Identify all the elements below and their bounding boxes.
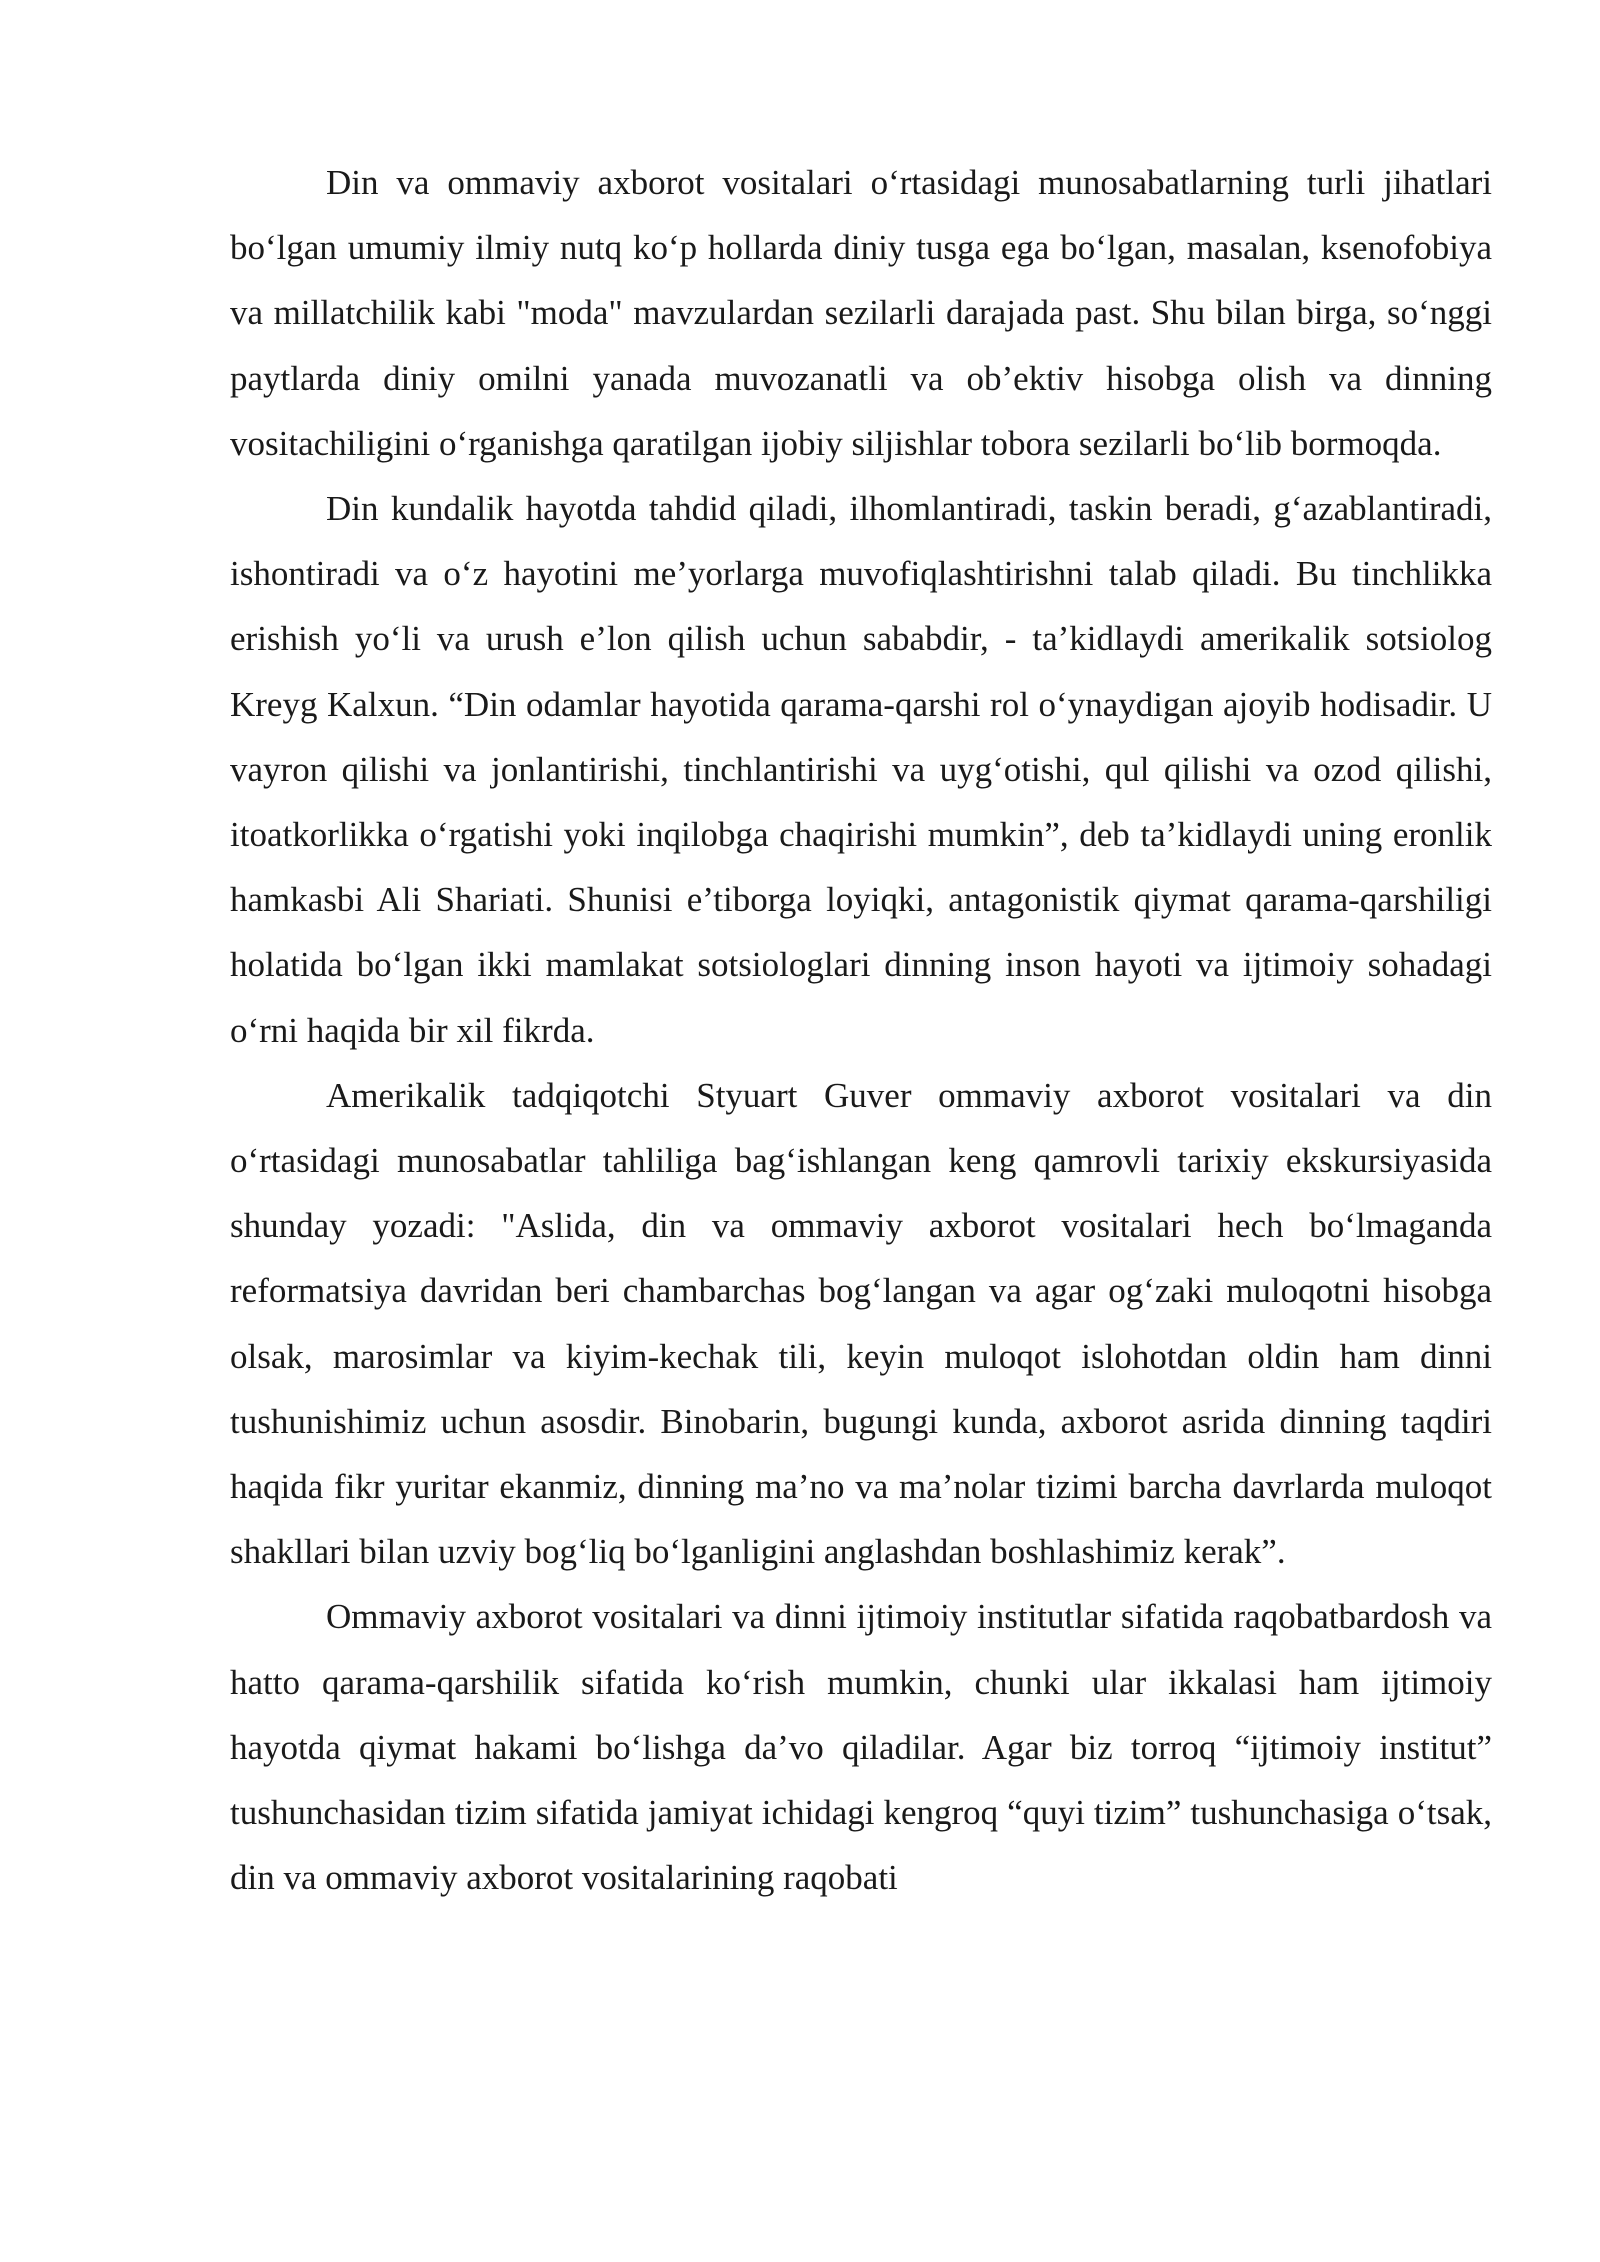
paragraph: Ommaviy axborot vositalari va dinni ijtimoiy institutlar sifatida raqobatbardosh va hatto qarama-qarshilik sifatida ko‘rish mumkin, chunki ular ikkalasi ham ijtimoiy hayotda qiymat hakami bo‘lishga da’vo qiladilar. Agar biz torroq “ijtimoiy institut” tushunchasidan tizim sifatida jamiyat ichidagi kengroq “quyi tizim” tushunchasiga o‘tsak, din va ommaviy axborot vositalarining raqobati [230, 1597, 1492, 1898]
paragraph: Amerikalik tadqiqotchi Styuart Guver ommaviy axborot vositalari va din o‘rtasidagi munosabatlar tahliliga bag‘ishlangan keng qamrovli tarixiy ekskursiyasida shunday yozadi: "Aslida, din va ommaviy axborot vositalari hech bo‘lmaganda reformatsiya davridan beri chambarchas bog‘langan va agar og‘zaki muloqotni hisobga olsak, marosimlar va kiyim-kechak tili, keyin muloqot islohotdan oldin ham dinni tushunishimiz uchun asosdir. Binobarin, bugungi kunda, axborot asrida dinning taqdiri haqida fikr yuritar ekanmiz, dinning ma’no va ma’nolar tizimi barcha davrlarda muloqot shakllari bilan uzviy bog‘liq bo‘lganligini anglashdan boshlashimiz kerak”. [230, 1075, 1492, 1572]
paragraph: Din va ommaviy axborot vositalari o‘rtasidagi munosabatlarning turli jihatlari bo‘lgan umumiy ilmiy nutq ko‘p hollarda diniy tusga ega bo‘lgan, masalan, ksenofobiya va millatchilik kabi "moda" mavzulardan sezilarli darajada past. Shu bilan birga, so‘nggi paytlarda diniy omilni yanada muvozanatli va ob’ektiv hisobga olish va dinning vositachiligini o‘rganishga qaratilgan ijobiy siljishlar tobora sezilarli bo‘lib bormoqda. [230, 163, 1492, 463]
document-body [230, 150, 1492, 1910]
paragraph: Din kundalik hayotda tahdid qiladi, ilhomlantiradi, taskin beradi, g‘azablantiradi, ishontiradi va o‘z hayotini me’yorlarga muvofiqlashtirishni talab qiladi. Bu tinchlikka erishish yo‘li va urush e’lon qilish uchun sababdir, - ta’kidlaydi amerikalik sotsiolog Kreyg Kalxun. “Din odamlar hayotida qarama-qarshi rol o‘ynaydigan ajoyib hodisadir. U vayron qilishi va jonlantirishi, tinchlantirishi va uyg‘otishi, qul qilishi va ozod qilishi, itoatkorlikka o‘rgatishi yoki inqilobga chaqirishi mumkin”, deb ta’kidlaydi uning eronlik hamkasbi Ali Shariati. Shunisi e’tiborga loyiqki, antagonistik qiymat qarama-qarshiligi holatida bo‘lgan ikki mamlakat sotsiologlari dinning inson hayoti va ijtimoiy sohadagi o‘rni haqida bir xil fikrda. [230, 489, 1492, 1050]
